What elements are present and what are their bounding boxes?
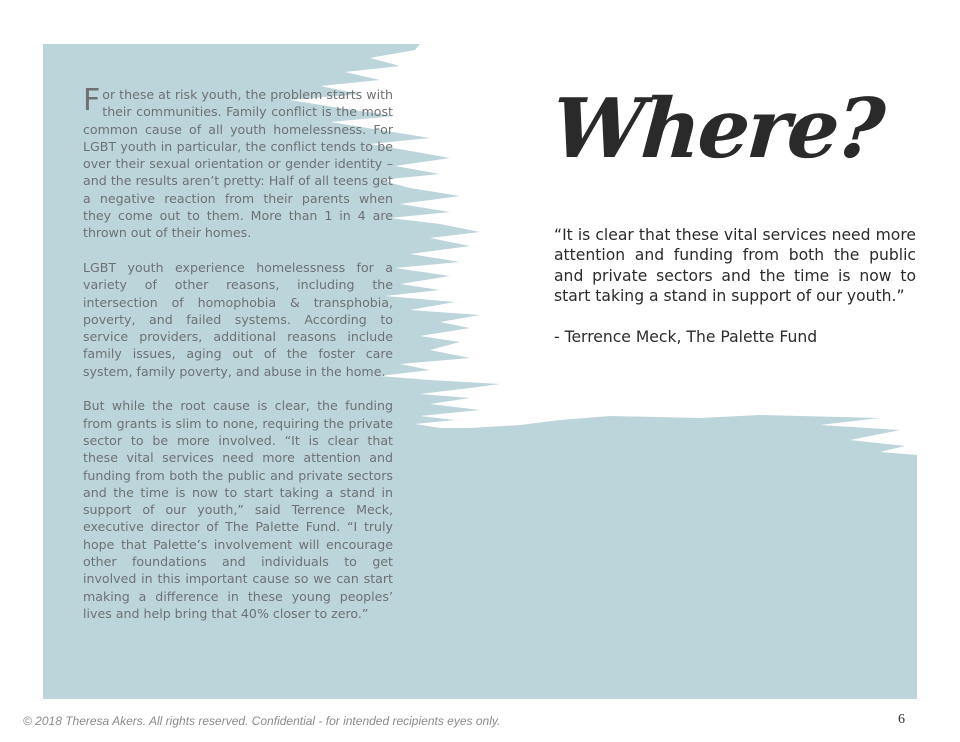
article-paragraph-2: LGBT youth experience homelessness for a variety of other reasons, including the intersection of homophobia & transphobia, poverty, and failed systems. According to service providers, additional reasons include family issues, aging out of the foster care system, family poverty, and abuse in the home. — [83, 259, 393, 379]
article-paragraph-3: But while the root cause is clear, the funding from grants is slim to none, requiring the private sector to be more involved. “It is clear that these vital services need more attention and funding from both the public and private sectors and the time is now to start taking a stand in support of our youth,” said Terrence Meck, executive director of The Palette Fund. “I truly hope that Palette’s involvement will encourage other foundations and individuals to get involved in this important cause so we can start making a difference in these young peoples’ lives and help bring that 40% closer to zero.” — [83, 398, 393, 621]
drop-cap: F — [83, 83, 101, 118]
pull-quote — [554, 225, 916, 367]
pull-quote-attribution: - Terrence Meck, The Palette Fund — [554, 327, 818, 346]
page-number: 6 — [898, 712, 905, 727]
article-paragraph-1 — [83, 83, 393, 242]
paragraph-1-text: or these at risk youth, the problem starts with their communities. Family conflict is the most common cause of all youth homelessness. For LGBT youth in particular, the conflict tends to be over their sexual orientation or gender identity – and the results aren’t pretty: Half of all teens get a negative reaction from their parents when they come out to them. More than 1 in 4 are thrown out of their homes. — [83, 87, 393, 241]
article-body — [83, 83, 393, 640]
where-heading: Where? — [548, 81, 886, 177]
pull-quote-text: “It is clear that these vital services need more attention and funding from both the public and private sectors and the time is now to start taking a stand in support of our youth.” — [554, 226, 916, 306]
footer-copyright: © 2018 Theresa Akers. All rights reserved. Confidential - for intended recipients eyes only. — [23, 714, 501, 728]
